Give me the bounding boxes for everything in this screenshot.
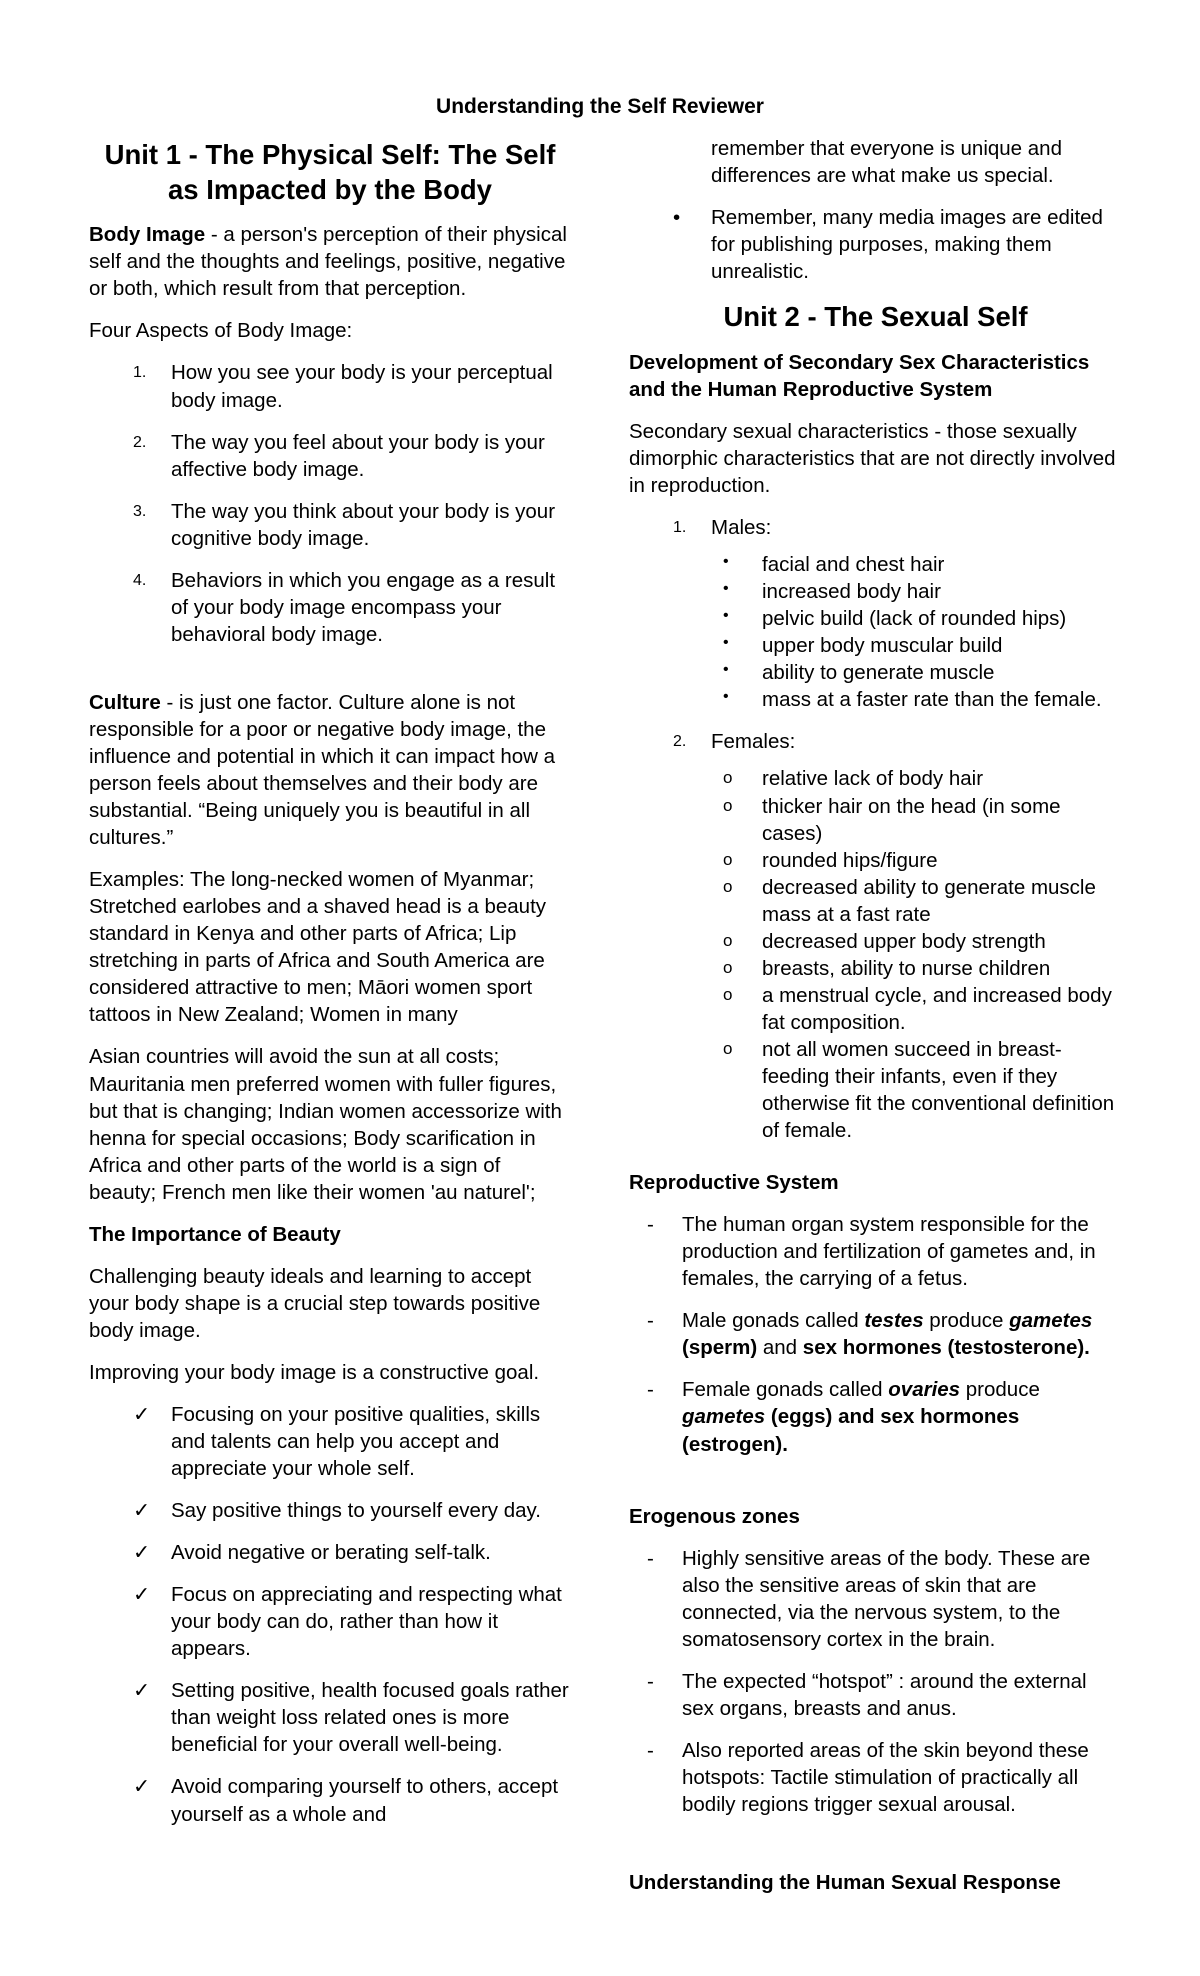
circle-bullet-icon: o xyxy=(723,1038,733,1058)
list-item xyxy=(711,847,1122,874)
circle-bullet-icon: o xyxy=(723,795,733,815)
emphasis-sperm: (sperm) xyxy=(682,1336,758,1360)
list-item xyxy=(629,135,1122,189)
list-item-males xyxy=(629,514,1122,713)
list-item-text: Focus on appreciating and respecting what your body can do, rather than how it appears. xyxy=(171,1583,562,1661)
text-run: produce xyxy=(923,1309,1010,1333)
list-item-text: relative lack of body hair xyxy=(762,767,984,791)
list-item-text: Focusing on your positive qualities, skills and talents can help you accept and appreciate your whole self. xyxy=(171,1402,541,1481)
list-number: 1. xyxy=(133,364,147,382)
left-column xyxy=(89,138,571,1843)
aspects-intro: Four Aspects of Body Image: xyxy=(89,319,353,343)
list-item-text: a menstrual cycle, and increased body fat composition. xyxy=(762,983,1112,1034)
list-item xyxy=(711,765,1122,792)
text-run: and xyxy=(757,1336,803,1360)
dash-icon: - xyxy=(647,1669,654,1693)
spacer xyxy=(89,663,571,689)
text-run: produce xyxy=(960,1378,1040,1402)
list-item xyxy=(711,632,1122,659)
emphasis-testes: testes xyxy=(864,1309,924,1333)
list-item xyxy=(629,1307,1122,1361)
list-item xyxy=(629,1545,1122,1653)
emphasis-eggs: (eggs) and xyxy=(765,1405,881,1429)
list-item-text: decreased upper body strength xyxy=(762,929,1046,953)
females-label: Females: xyxy=(711,730,796,754)
circle-bullet-icon: o xyxy=(723,876,733,896)
checkmark-icon: ✓ xyxy=(133,1402,151,1426)
list-item-text: Also reported areas of the skin beyond these hotspots: Tactile stimulation of practically all bodily regions trigger sexual arousal. xyxy=(682,1738,1089,1816)
document-title: Understanding the Self Reviewer xyxy=(436,95,764,118)
list-item-text xyxy=(682,1378,1040,1455)
spacer xyxy=(629,1473,1122,1503)
culture-text: - is just one factor. Culture alone is not responsible for a poor or negative body image, the influence and potential in which it can impact how a person feels about themselves and their body are substantial. “Being uniquely you is beautiful in all cultures.” xyxy=(89,690,556,850)
list-item-text: rounded hips/figure xyxy=(762,848,938,872)
list-item-text: facial and chest hair xyxy=(762,553,945,577)
bullet-icon: • xyxy=(673,206,681,230)
list-item-text: decreased ability to generate muscle mass at a fast rate xyxy=(762,875,1096,926)
tips-list xyxy=(89,1401,571,1828)
list-item xyxy=(711,659,1122,686)
beauty-paragraph-1: Challenging beauty ideals and learning to accept your body shape is a crucial step towards positive body image. xyxy=(89,1264,541,1342)
circle-bullet-icon: o xyxy=(723,768,733,788)
females-list xyxy=(711,765,1122,1144)
list-item-text: not all women succeed in breast-feeding their infants, even if they otherwise fit the conventional definition of female. xyxy=(762,1037,1115,1143)
list-item-text: Say positive things to yourself every day. xyxy=(171,1499,541,1523)
list-item-text xyxy=(682,1309,1092,1359)
list-item xyxy=(629,1376,1122,1457)
list-item xyxy=(711,578,1122,605)
unit2-heading: Unit 2 - The Sexual Self xyxy=(723,301,1028,333)
body-image-text: - a person's perception of their physical self and the thoughts and feelings, positive, negative or both, which result from that perception. xyxy=(89,223,567,301)
development-heading: Development of Secondary Sex Characteristics and the Human Reproductive System xyxy=(629,350,1090,401)
spacer xyxy=(629,1833,1122,1869)
culture-term: Culture xyxy=(89,690,161,714)
secondary-characteristics-definition: Secondary sexual characteristics - those sexually dimorphic characteristics that are not directly involved in reproduction. xyxy=(629,419,1116,498)
list-item xyxy=(711,874,1122,928)
list-item xyxy=(89,567,571,648)
list-item-text: The way you feel about your body is your affective body image. xyxy=(171,430,545,481)
tips-list-continued xyxy=(629,135,1122,285)
checkmark-icon: ✓ xyxy=(133,1583,151,1607)
list-item xyxy=(89,1773,571,1827)
list-number: 1. xyxy=(673,519,687,537)
erogenous-zones-list xyxy=(629,1545,1122,1818)
list-item xyxy=(89,429,571,483)
list-number: 3. xyxy=(133,502,147,520)
list-item xyxy=(89,359,571,413)
males-label: Males: xyxy=(711,516,772,540)
dash-icon: - xyxy=(647,1213,654,1237)
aspects-list xyxy=(89,359,571,647)
emphasis-testosterone: sex hormones (testosterone). xyxy=(802,1336,1090,1360)
list-item-text: pelvic build (lack of rounded hips) xyxy=(762,607,1067,631)
list-number: 4. xyxy=(133,571,147,589)
list-item xyxy=(89,1401,571,1482)
reproductive-system-list xyxy=(629,1211,1122,1457)
beauty-paragraph-2: Improving your body image is a constructive goal. xyxy=(89,1360,540,1384)
emphasis-estrogen: sex hormones (estrogen). xyxy=(682,1405,1020,1456)
list-item-text: remember that everyone is unique and differences are what make us special. xyxy=(711,137,1062,188)
list-item xyxy=(89,1497,571,1524)
bullet-icon: • xyxy=(723,580,729,598)
sexual-response-heading: Understanding the Human Sexual Response xyxy=(629,1871,1061,1895)
emphasis-gametes: gametes xyxy=(682,1405,766,1429)
bullet-icon: • xyxy=(723,688,729,706)
culture-paragraph xyxy=(89,689,571,851)
bullet-icon: • xyxy=(723,661,729,679)
body-image-term: Body Image xyxy=(89,223,206,247)
list-item-text: mass at a faster rate than the female. xyxy=(762,688,1102,712)
dash-icon: - xyxy=(647,1546,654,1570)
characteristics-list xyxy=(629,514,1122,1144)
list-item-text: breasts, ability to nurse children xyxy=(762,956,1051,980)
list-item-text: ability to generate muscle xyxy=(762,661,995,685)
list-item xyxy=(711,605,1122,632)
circle-bullet-icon: o xyxy=(723,957,733,977)
unit1-heading: Unit 1 - The Physical Self: The Self as Impacted by the Body xyxy=(104,139,556,205)
bullet-icon: • xyxy=(723,553,729,571)
list-item xyxy=(89,1581,571,1662)
list-item-text: Setting positive, health focused goals rather than weight loss related ones is more beneficial for your overall well-being. xyxy=(171,1679,569,1757)
text-run: Male gonads called xyxy=(682,1309,865,1333)
males-list xyxy=(711,551,1122,713)
list-item-text: thicker hair on the head (in some cases) xyxy=(762,794,1061,845)
list-item xyxy=(711,928,1122,955)
checkmark-icon: ✓ xyxy=(133,1499,151,1523)
list-item-text: The expected “hotspot” : around the external sex organs, breasts and anus. xyxy=(682,1669,1087,1720)
list-item xyxy=(711,793,1122,847)
reproductive-system-heading: Reproductive System xyxy=(629,1171,839,1195)
list-item-text: The way you think about your body is your cognitive body image. xyxy=(171,499,556,550)
list-item xyxy=(629,1211,1122,1292)
list-item xyxy=(89,1677,571,1758)
list-item xyxy=(629,1668,1122,1722)
list-number: 2. xyxy=(133,433,147,451)
spacer xyxy=(629,1159,1122,1169)
emphasis-ovaries: ovaries xyxy=(888,1378,961,1402)
list-item xyxy=(711,686,1122,713)
list-item-text: increased body hair xyxy=(762,580,941,604)
circle-bullet-icon: o xyxy=(723,984,733,1004)
checkmark-icon: ✓ xyxy=(133,1775,151,1799)
list-item xyxy=(711,982,1122,1036)
beauty-heading: The Importance of Beauty xyxy=(89,1222,341,1246)
dash-icon: - xyxy=(647,1309,654,1333)
circle-bullet-icon: o xyxy=(723,849,733,869)
checkmark-icon: ✓ xyxy=(133,1541,151,1565)
list-number: 2. xyxy=(673,733,687,751)
list-item xyxy=(629,1737,1122,1818)
list-item-text: The human organ system responsible for the production and fertilization of gametes and, in females, the carrying of a fetus. xyxy=(682,1213,1096,1291)
list-item-text: Avoid negative or berating self-talk. xyxy=(171,1541,491,1565)
emphasis-gametes: gametes xyxy=(1009,1309,1093,1333)
checkmark-icon: ✓ xyxy=(133,1679,151,1703)
right-column xyxy=(629,135,1122,1911)
body-image-definition xyxy=(89,221,571,302)
list-item-text: upper body muscular build xyxy=(762,634,1003,658)
dash-icon: - xyxy=(647,1738,654,1762)
list-item xyxy=(711,1036,1122,1144)
list-item-text: Remember, many media images are edited for publishing purposes, making them unrealistic. xyxy=(711,206,1103,284)
bullet-icon: • xyxy=(723,634,729,652)
list-item xyxy=(629,204,1122,285)
list-item-text: Avoid comparing yourself to others, accept yourself as a whole and xyxy=(171,1775,559,1826)
erogenous-zones-heading: Erogenous zones xyxy=(629,1504,800,1528)
list-item-text: Behaviors in which you engage as a result of your body image encompass your behavioral body image. xyxy=(171,568,556,646)
examples-paragraph-2: Asian countries will avoid the sun at all costs; Mauritania men preferred women with fuller figures, but that is changing; Indian women accessorize with henna for special occasions; Body scarification in Africa and other parts of the world is a sign of beauty; French men like their women 'au naturel'; xyxy=(89,1045,562,1204)
list-item-females xyxy=(629,728,1122,1144)
list-item-text: How you see your body is your perceptual body image. xyxy=(171,361,553,412)
circle-bullet-icon: o xyxy=(723,930,733,950)
bullet-icon: • xyxy=(723,607,729,625)
dash-icon: - xyxy=(647,1378,654,1402)
list-item-text: Highly sensitive areas of the body. These are also the sensitive areas of skin that are connected, via the nervous system, to the somatosensory cortex in the brain. xyxy=(682,1546,1091,1651)
list-item xyxy=(711,955,1122,982)
text-run: Female gonads called xyxy=(682,1378,889,1402)
list-item xyxy=(89,1539,571,1566)
list-item xyxy=(711,551,1122,578)
examples-paragraph-1: Examples: The long-necked women of Myanmar; Stretched earlobes and a shaved head is a beauty standard in Kenya and other parts of Africa; Lip stretching in parts of Africa and South America are considered attractive to men; Māori women sport tattoos in New Zealand; Women in many xyxy=(89,868,547,1027)
list-item xyxy=(89,498,571,552)
